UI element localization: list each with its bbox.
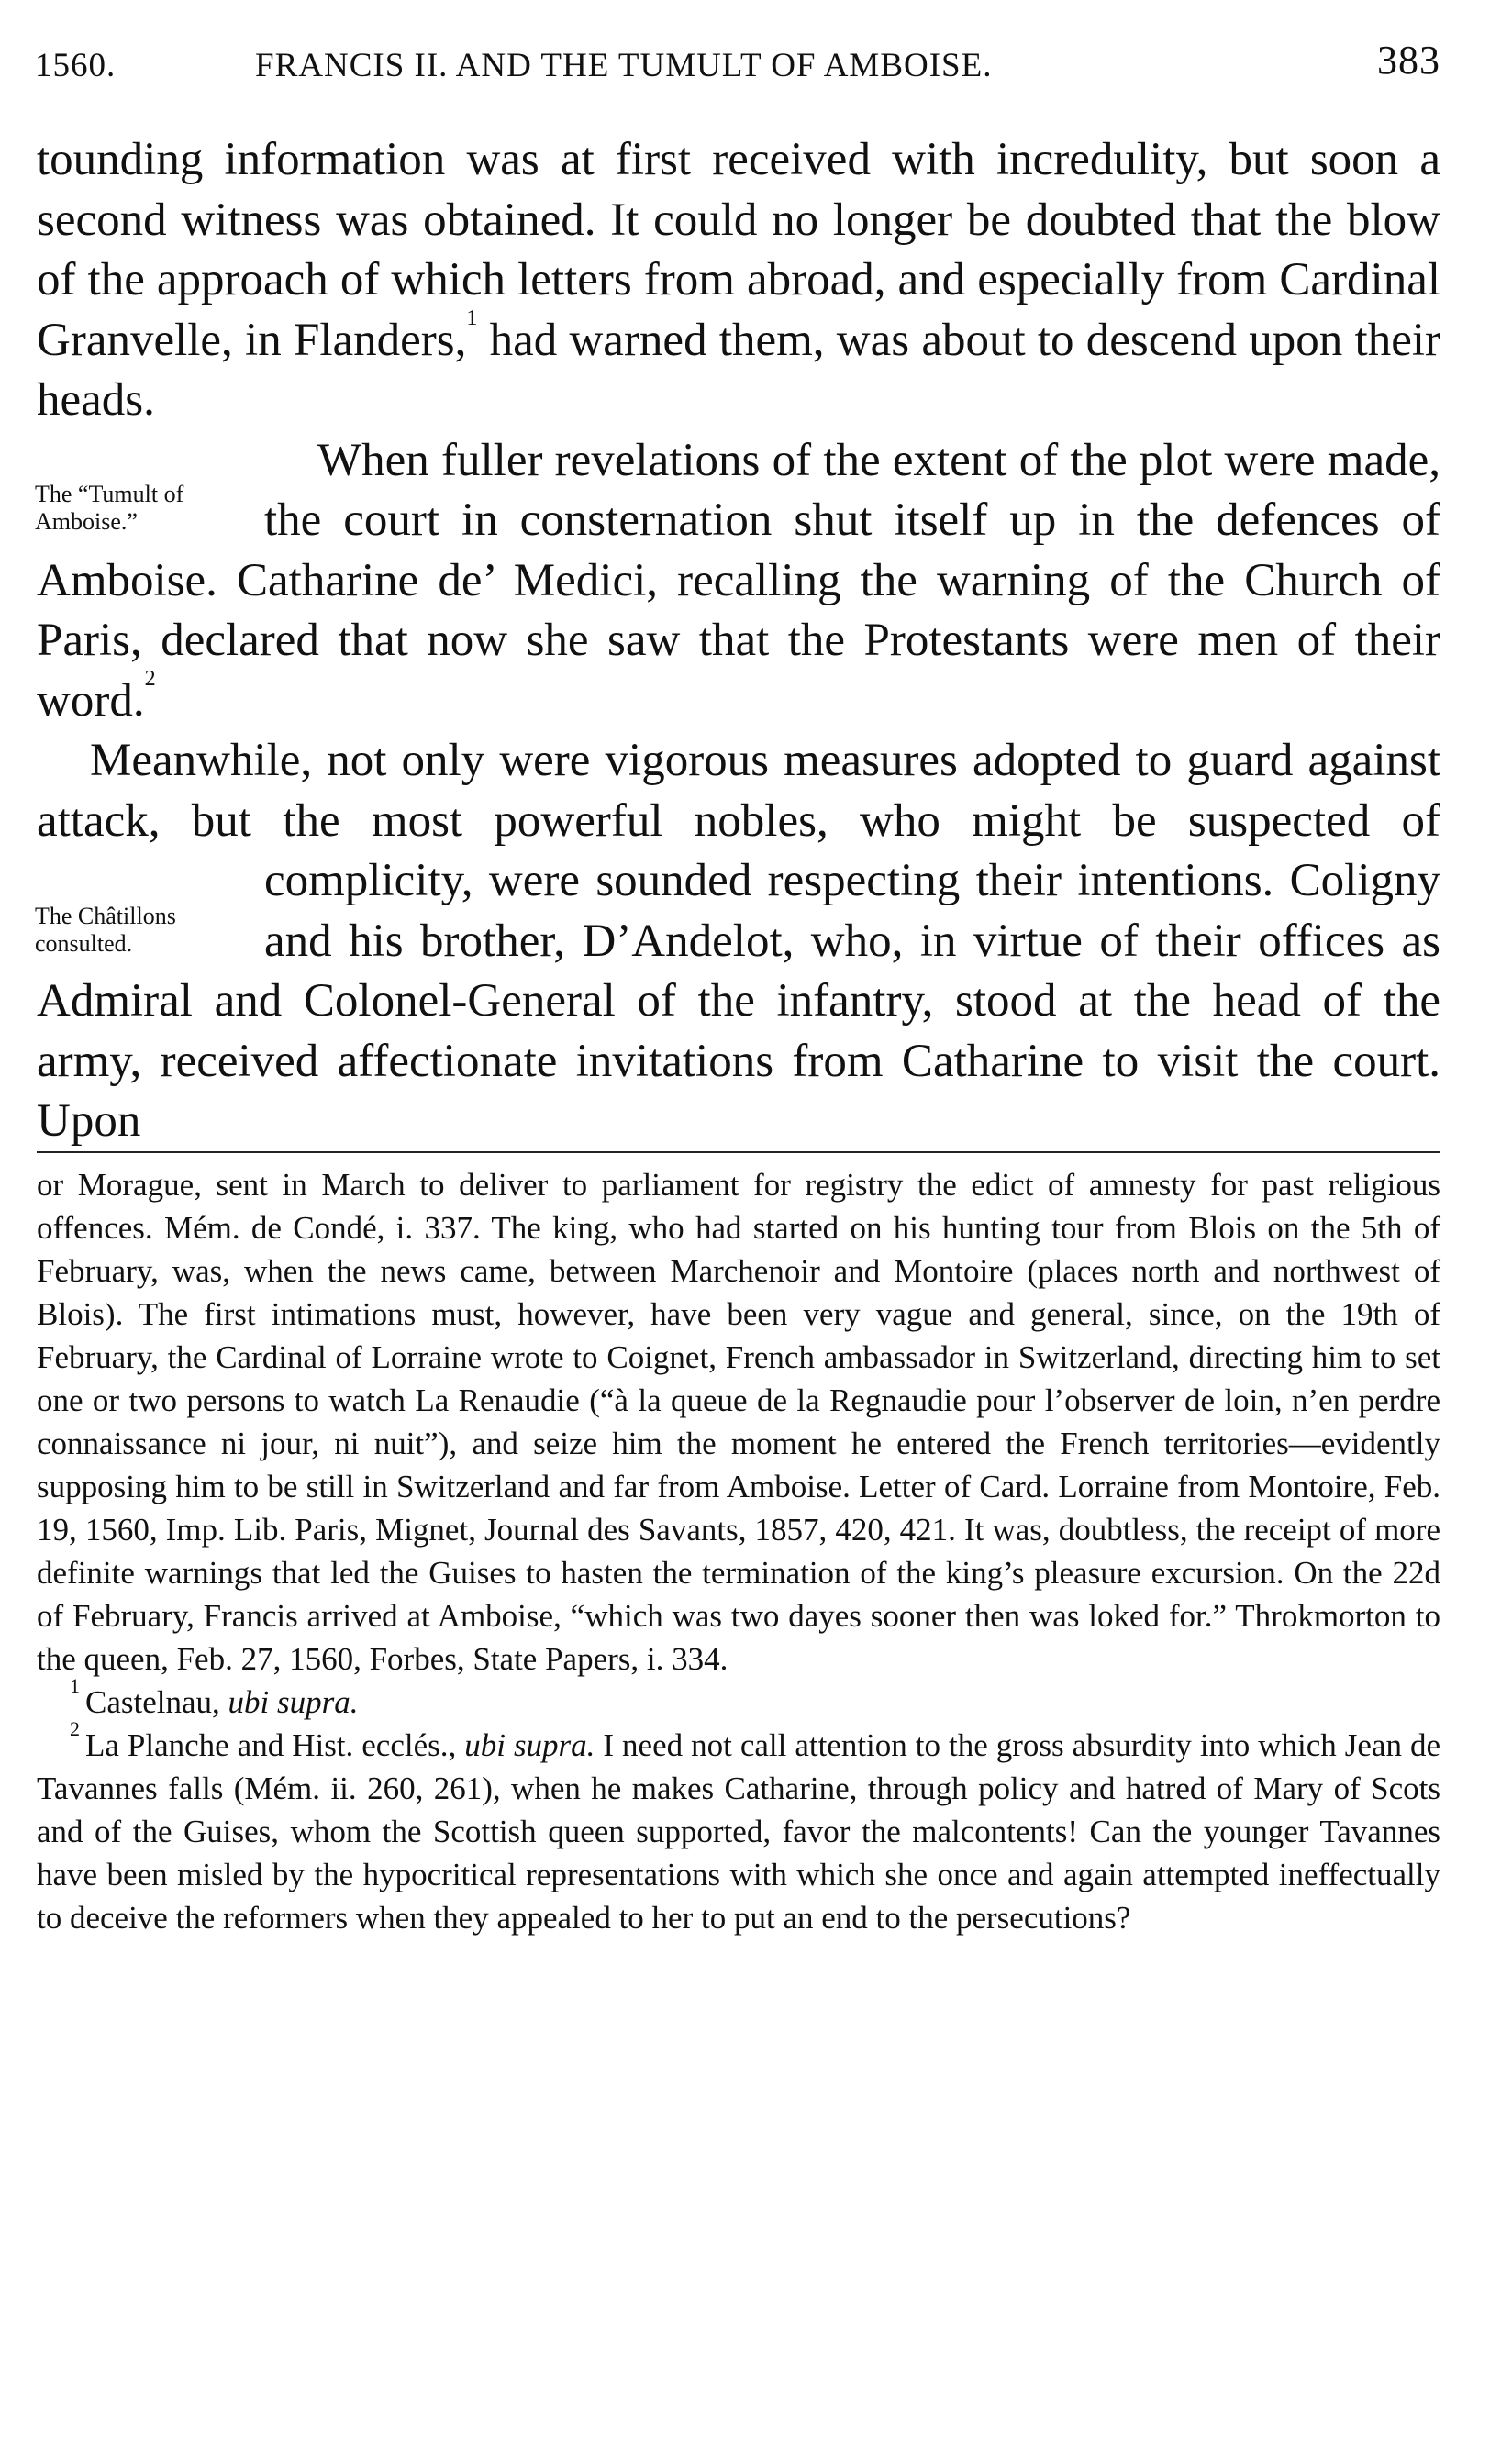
- paragraph-1-tail: had warned them, was about to descend upon their heads.: [37, 314, 1440, 426]
- footnote-1: [37, 1674, 1440, 1724]
- footnote-rule: [37, 1151, 1440, 1153]
- paragraph-1-text: tounding information was at first received with incredulity, but soon a second witness was obtained. It could no longer be doubted that the blow of the approach of which letters from abroad, and especially from Cardinal Granvelle, in Flanders,: [37, 134, 1440, 366]
- paragraph-2-text: When fuller revelations of the extent of the plot were made, the court in consternation shut itself up in the defences of Amboise. Catharine de’ Medici, recalling the warning of the Church of Paris, declared that now she saw that the Protestants were men of their word.: [37, 434, 1440, 727]
- header-year: 1560.: [35, 47, 117, 84]
- running-title: FRANCIS II. AND THE TUMULT OF AMBOISE.: [255, 47, 993, 84]
- footnote-2: [37, 1717, 1440, 1939]
- footnote-1-italic: ubi supra.: [228, 1684, 359, 1720]
- footnote-1-number: 1: [70, 1674, 80, 1697]
- footnote-ref-1: 1: [466, 305, 478, 330]
- paragraph-2: [37, 431, 1440, 732]
- footnote-continued: or Morague, sent in March to deliver to parliament for registry the edict of amnesty for past religious offences. Mém. de Condé, i. 337. The king, who had started on his hunting tour from Blois on the 5th of February, was, when the news came, between Marchenoir and Montoire (places north and northwest of Blois). The first intimations must, however, have been very vague and general, since, on the 19th of February, the Cardinal of Lorraine wrote to Coignet, French ambassador in Switzerland, directing him to set one or two persons to watch La Renaudie (“à la queue de la Regnaudie pour l’observer de loin, n’en perdre connaissance ni jour, ni nuit”), and seize him the moment he entered the French territories—evidently supposing him to be still in Switzerland and far from Amboise. Letter of Card. Lorraine from Montoire, Feb. 19, 1560, Imp. Lib. Paris, Mignet, Journal des Savants, 1857, 420, 421. It was, doubtless, the receipt of more definite warnings that led the Guises to hasten the termination of the king’s pleasure excursion. On the 22d of February, Francis arrived at Amboise, “which was two dayes sooner then was loked for.” Throkmorton to the queen, Feb. 27, 1560, Forbes, State Papers, i. 334.: [37, 1167, 1440, 1677]
- footnote-1-text: Castelnau,: [85, 1684, 228, 1720]
- sidenote-tumult: The “Tumult of Amboise.”: [35, 480, 184, 535]
- footnote-2-text: La Planche and Hist. ecclés.,: [85, 1727, 465, 1763]
- running-header: [35, 37, 1440, 92]
- footnote-2-number: 2: [70, 1717, 80, 1740]
- paragraph-3-text: Meanwhile, not only were vigorous measures adopted to guard against attack, but the most powerful nobles, who might be suspected of complicity, were sounded respecting their intentions.: [37, 735, 1440, 906]
- sidenote-chatillons: The Châtillons consulted.: [35, 903, 176, 957]
- footnote-2-rest: I need not call attention to the gross absurdity into which Jean de Tavannes falls (Mém. ii. 260, 261), when he makes Catharine, through policy and hatred of Mary of Scots and of the Guises, whom the Scottish queen supported, favor the malcontents! Can the younger Tavannes have been misled by the hypocritical representations with which she once and again attempted ineffectually to deceive the reformers when they appealed to her to put an end to the persecutions?: [37, 1727, 1440, 1936]
- main-text: [37, 130, 1440, 1152]
- paragraph-3: [37, 731, 1440, 1152]
- footnote-2-italic: ubi supra.: [464, 1727, 595, 1763]
- paragraph-3b-text: Coligny and his brother, D’Andelot, who, in virtue of their offices as Admiral and Colonel-General of the infantry, stood at the head of the army, received affectionate invitations from Catharine to visit the court. Upon: [37, 855, 1440, 1147]
- footnotes: [37, 1163, 1440, 1939]
- page-number: 383: [1377, 38, 1440, 83]
- footnote-ref-2: 2: [144, 666, 156, 691]
- paragraph-1: [37, 130, 1440, 431]
